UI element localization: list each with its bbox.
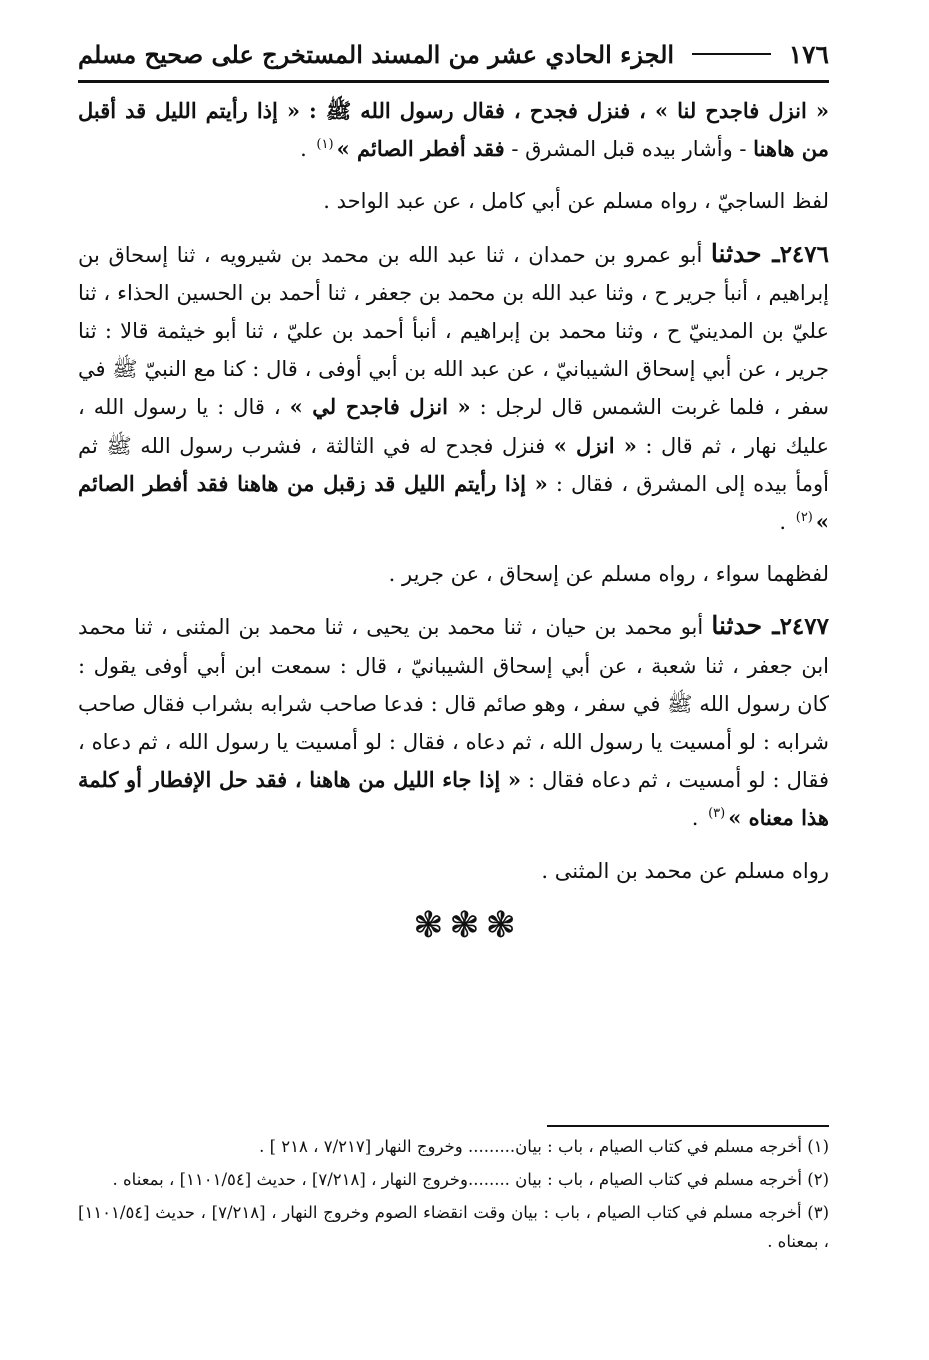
page-number: ١٧٦ — [788, 39, 829, 69]
hadith-opening: ـ حدثنا — [711, 611, 780, 641]
narration-text: . — [779, 510, 793, 535]
hadith-quote: « إذا جاء الليل من هاهنا ، فقد حل الإفطار أو كلمة هذا معناه » — [78, 767, 829, 831]
paragraph-continuation — [78, 92, 829, 168]
header-dash-rule — [692, 53, 771, 55]
hadith-quote: « إذا رأيتم الليل قد أقبل من هاهنا — [78, 98, 829, 162]
commentary: لفظهما سواء ، رواه مسلم عن إسحاق ، عن جرير . — [388, 562, 829, 587]
narration-text: فنزل فجدح له في الثالثة ، فشرب رسول الله ﷺ ثم أومأ بيده إلى المشرق ، فقال : — [78, 433, 830, 496]
hadith-number: ٢٤٧٦ — [779, 240, 829, 268]
hadith-2477 — [78, 607, 829, 837]
hadith-quote: فقد أفطر الصائم » — [336, 136, 505, 162]
running-title: الجزء الحادي عشر من المسند المستخرج على صحيح مسلم — [78, 39, 675, 69]
footnote-2: (٢) أخرجه مسلم في كتاب الصيام ، باب : بيان ........وخروج النهار ، [٧/٢١٨] ، حديث [١١٠١/٥٤] ، بمعناه . — [112, 1170, 829, 1189]
main-text — [78, 92, 829, 890]
isnad-text: أبو عمرو بن حمدان ، ثنا عبد الله بن محمد بن شيرويه ، ثنا إسحاق بن إبراهيم ، أنبأ جرير ح ، وثنا عبد الله بن محمد بن جعفر ، ثنا أحمد بن الحسين الحذاء ، ثنا عليّ بن المدينيّ ح ، وثنا محمد بن إبراهيم ، أنبأ أحمد بن عليّ ، ثنا أبو خيثمة قالا : ثنا جرير ، عن أبي إسحاق الشيبانيّ ، عن عبد الله بن أبي أوفى ، قال : كنا مع النبيّ ﷺ في سفر ، فلما غربت الشمس قال لرجل : — [78, 242, 829, 420]
hadith-2476 — [78, 235, 829, 542]
running-header — [78, 34, 829, 74]
section-ornament — [0, 905, 929, 946]
footnote-3: (٣) أخرجه مسلم في كتاب الصيام ، باب : بيان وقت انقضاء الصوم وخروج النهار ، [٧/٢١٨] ، حديث [١١٠١/٥٤] ، بمعناه . — [78, 1203, 829, 1251]
hadith-quote: « انزل » — [553, 432, 637, 458]
footnotes — [78, 1132, 829, 1260]
narration-text: . — [300, 137, 314, 162]
flower-icon: ❃ — [413, 905, 444, 946]
hadith-opening: ـ حدثنا — [710, 238, 780, 268]
hadith-quote: « انزل فاجدح لنا » ، فنزل فجدح ، فقال رسول الله ﷺ : — [300, 98, 830, 123]
flower-icon: ❃ — [485, 905, 516, 946]
hadith-quote: « انزل فاجدح لي » — [289, 394, 471, 420]
footnote-ref[interactable]: (٢) — [795, 510, 813, 526]
header-rule — [78, 80, 829, 83]
narration-text: ، قال : يا رسول الله ، عليك نهار ، ثم قال : — [78, 395, 829, 458]
commentary: لفظ الساجيّ ، رواه مسلم عن أبي كامل ، عن عبد الواحد . — [323, 189, 829, 214]
footnote-ref[interactable]: (١) — [316, 137, 334, 153]
hadith-number: ٢٤٧٧ — [779, 613, 829, 641]
footnote-ref[interactable]: (٣) — [708, 806, 726, 822]
flower-icon: ❃ — [449, 905, 480, 946]
hadith-quote: « إذا رأيتم الليل قد زقبل من هاهنا فقد أفطر الصائم » — [78, 470, 829, 535]
commentary: رواه مسلم عن محمد بن المثنى . — [541, 858, 829, 883]
narration-text: - وأشار بيده قبل المشرق - — [504, 137, 754, 162]
footnote-1: (١) أخرجه مسلم في كتاب الصيام ، باب : بيان......... وخروج النهار [٧/٢١٧ ، ٢١٨ ] . — [259, 1137, 829, 1156]
narration-text: . — [691, 806, 706, 831]
isnad-text: أبو محمد بن حيان ، ثنا محمد بن يحيى ، ثنا محمد بن المثنى ، ثنا محمد ابن جعفر ، ثنا شعبة ، عن أبي إسحاق الشيبانيّ ، قال : سمعت ابن أبي أوفى يقول : كان رسول الله ﷺ في سفر ، وهو صائم قال : فدعا صاحب شرابه بشراب فقال صاحب شرابه : لو أمسيت يا رسول الله ، ثم دعاه ، فقال : لو أمسيت يا رسول الله ، ثم دعاه ، فقال : لو أمسيت ، ثم دعاه فقال : — [78, 615, 829, 793]
footnote-rule — [547, 1125, 829, 1127]
